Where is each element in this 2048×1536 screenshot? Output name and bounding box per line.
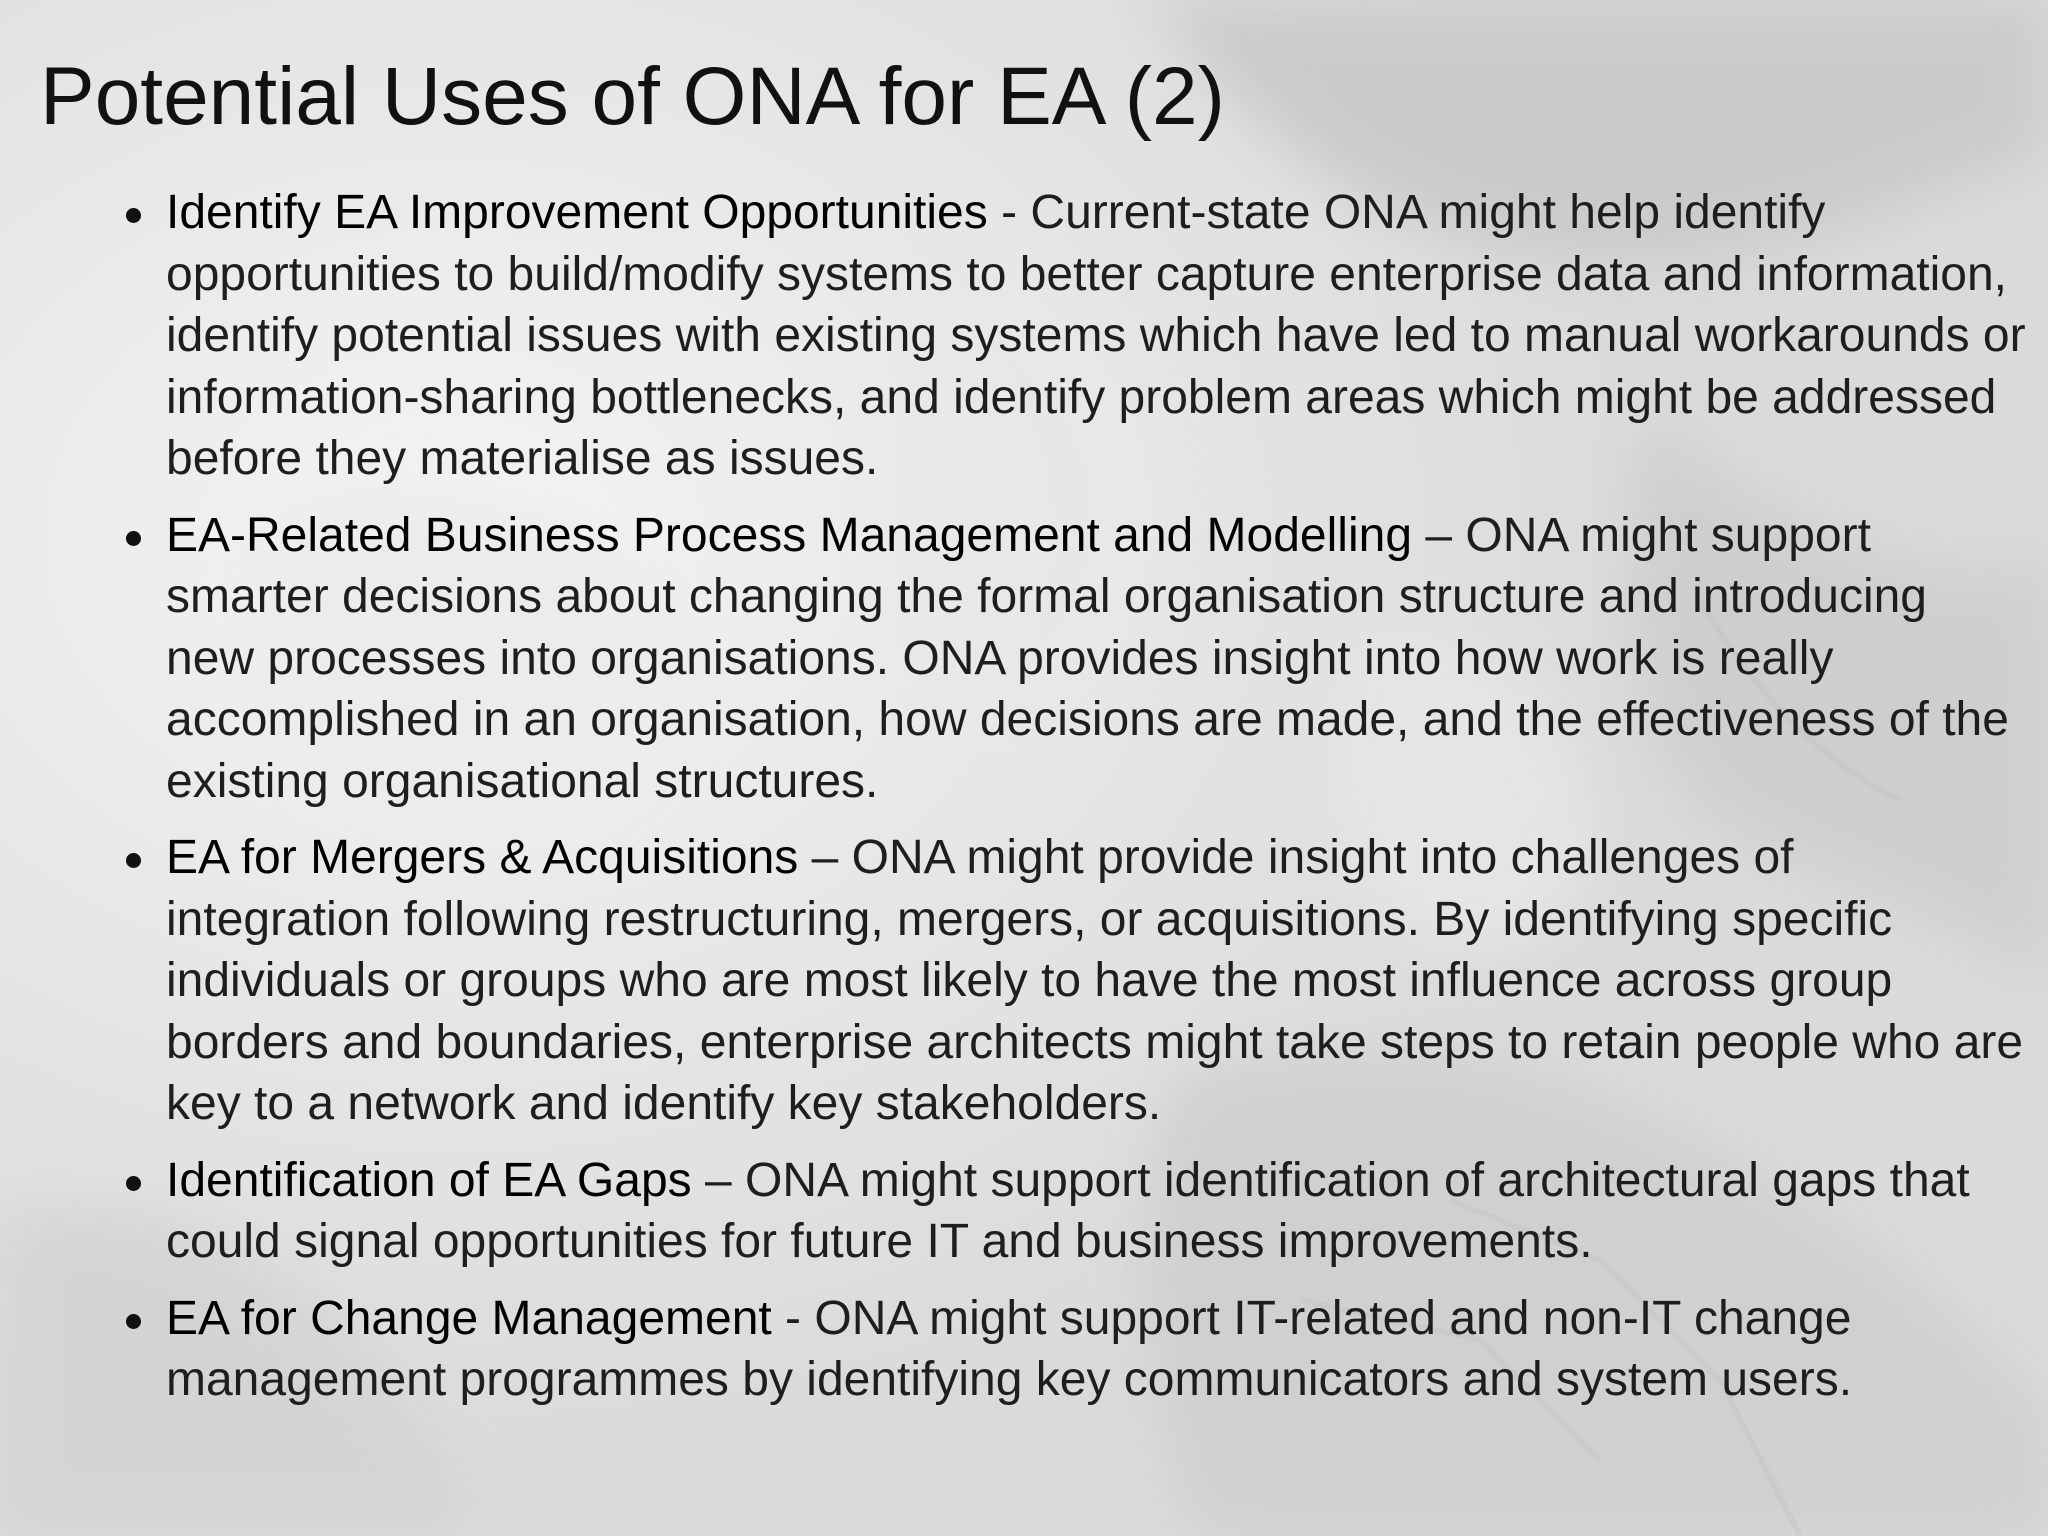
- bullet-dot-icon: [126, 208, 141, 223]
- bullet-list: [126, 182, 2026, 1426]
- bullet-heading: EA for Mergers & Acquisitions: [166, 831, 799, 884]
- bullet-dot-icon: [126, 1176, 141, 1191]
- bullet-heading: Identification of EA Gaps: [166, 1153, 692, 1207]
- bullet-item: [126, 827, 2026, 1135]
- bullet-body: – ONA might support identification of architectural gaps that could signal opportunities for future IT and business improvements.: [166, 1153, 1970, 1268]
- bullet-text: [166, 1150, 2026, 1273]
- bullet-heading: Identify EA Improvement Opportunities: [166, 186, 988, 239]
- bullet-dot-icon: [126, 531, 141, 546]
- bullet-text: [166, 505, 2026, 813]
- bullet-body: – ONA might support smarter decisions about changing the formal organisation structure and introducing new processes into organisations. ONA provides insight into how work is really accomplished in an organisation, how decisions are made, and the effectiveness of the existing organisational structures.: [166, 508, 2009, 808]
- bullet-heading: EA-Related Business Process Management and Modelling: [166, 508, 1413, 562]
- bullet-body: - Current-state ONA might help identify opportunities to build/modify systems to better capture enterprise data and information, identify potential issues with existing systems which have led to manual workarounds or information-sharing bottlenecks, and identify problem areas which might be addressed before they materialise as issues.: [166, 186, 2026, 485]
- bullet-dot-icon: [126, 853, 141, 868]
- bullet-text: [166, 827, 2026, 1135]
- bullet-item: [126, 505, 2026, 813]
- bullet-item: [126, 182, 2026, 490]
- bullet-dot-icon: [126, 1314, 141, 1329]
- slide-title: Potential Uses of ONA for EA (2): [40, 51, 1225, 142]
- bullet-text: [166, 1288, 2026, 1411]
- bullet-heading: EA for Change Management: [166, 1291, 772, 1345]
- bullet-body: – ONA might provide insight into challenges of integration following restructuring, mergers, or acquisitions. By identifying specific individuals or groups who are most likely to have the most influence across group borders and boundaries, enterprise architects might take steps to retain people who are key to a network and identify key stakeholders.: [166, 831, 2024, 1130]
- bullet-item: [126, 1288, 2026, 1411]
- bullet-body: - ONA might support IT-related and non-IT change management programmes by identifying key communicators and system users.: [166, 1291, 1853, 1406]
- bullet-item: [126, 1150, 2026, 1273]
- bullet-text: [166, 182, 2026, 490]
